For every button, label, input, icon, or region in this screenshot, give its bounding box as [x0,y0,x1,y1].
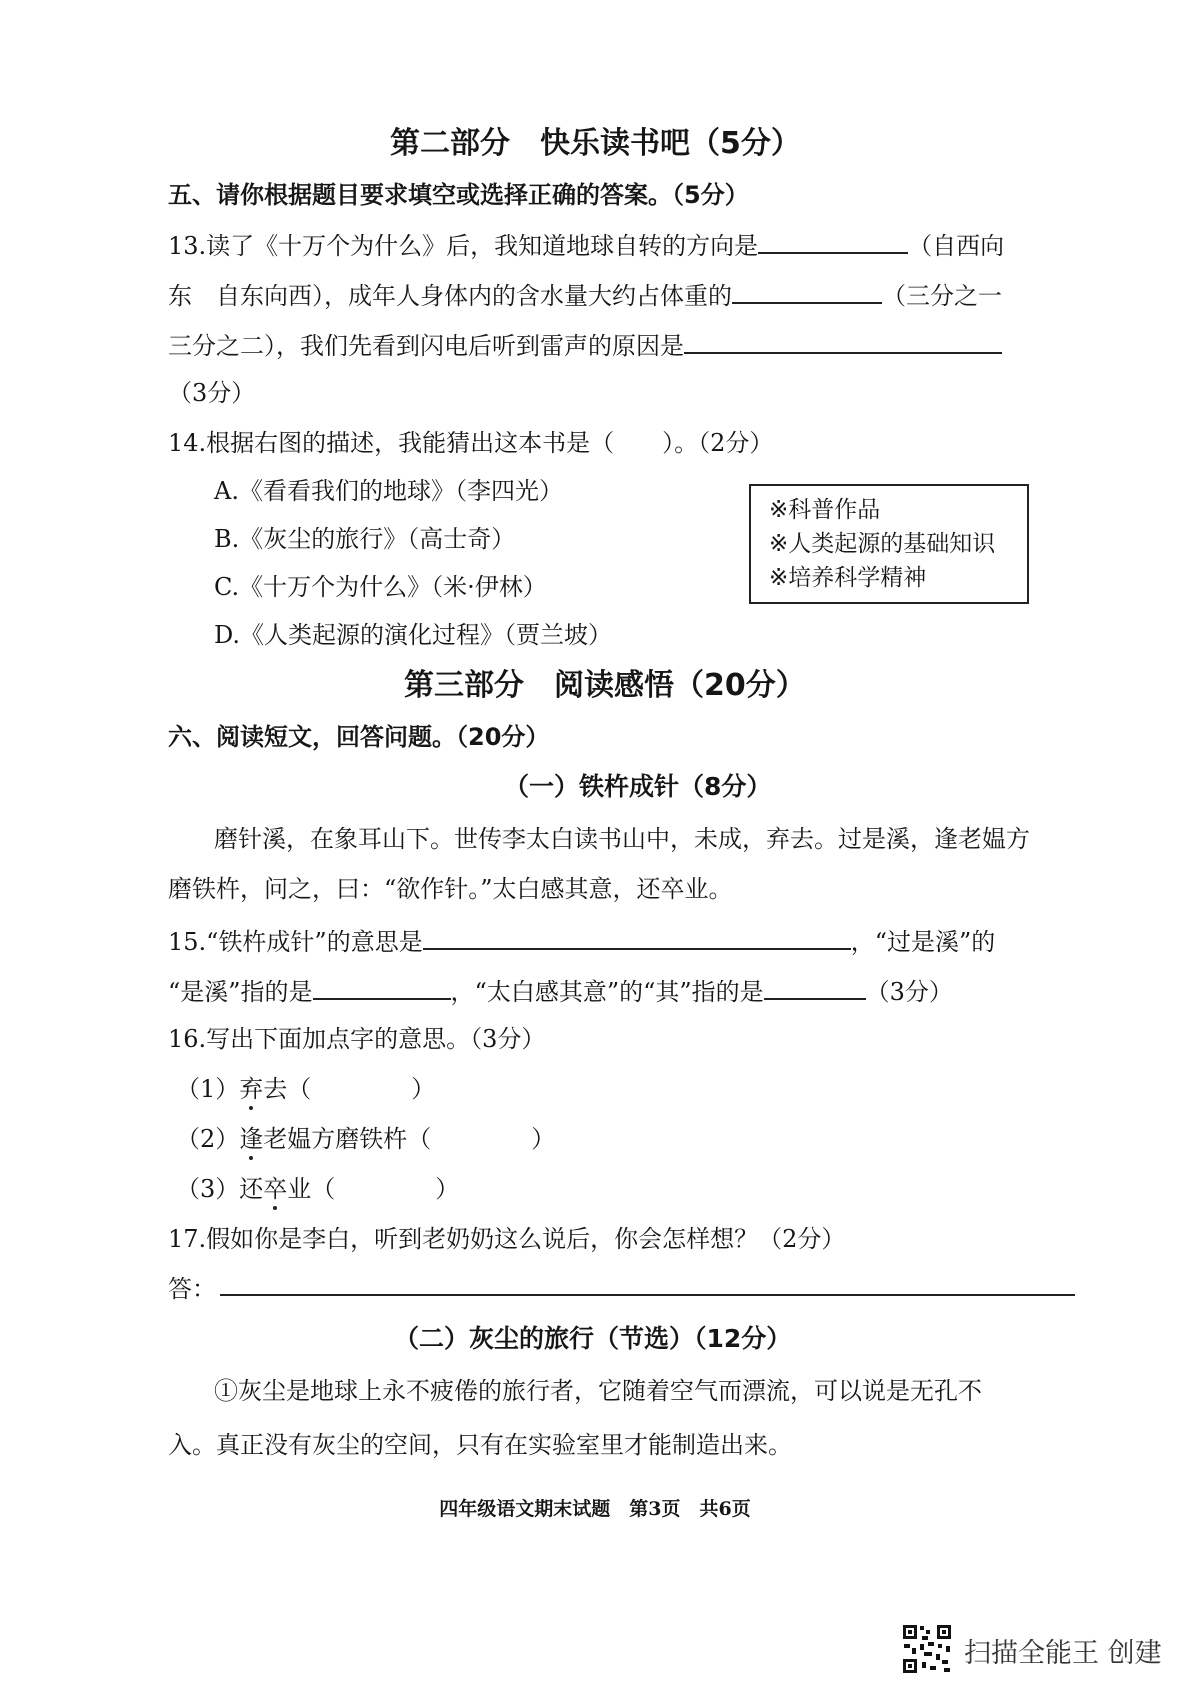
passage2-title: （二）灰尘的旅行（节选）（12分） [394,1324,792,1353]
q13-tail1: （自西向 [908,232,1005,260]
q15-blank3[interactable] [764,972,866,1000]
q16-item1-rest: 去（ [263,1075,312,1103]
q16-stem: 16.写出下面加点字的意思。（3分） [168,1025,546,1053]
q16-item-3 [176,1172,459,1206]
q13-line2 [168,276,1002,313]
q14-option-d[interactable]: D.《人类起源的演化过程》（贾兰坡） [214,621,613,649]
box-line-3: ※培养科学精神 [769,565,927,591]
q16-item3-dotted-char: 卒 [263,1175,288,1203]
q15-text4: ，“太白感其意”的“其”指的是 [450,978,764,1006]
passage1-title: （一）铁杵成针（8分） [504,772,772,801]
q16-item3-prefix: （3）还 [176,1175,264,1203]
q13-text1: 13.读了《十万个为什么》后，我知道地球自转的方向是 [168,232,759,260]
q13-text2: 东 自东向西），成年人身体内的含水量大约占体重的 [168,282,732,310]
q16-item-1 [176,1072,435,1106]
scanner-watermark: 扫描全能王 创建 [964,1638,1162,1669]
q16-item3-rest: 业（ [287,1175,336,1203]
book-description-box [749,484,1029,604]
q16-item2-dotted-char: 逢 [239,1125,264,1153]
q14-option-b[interactable]: B.《灰尘的旅行》（高士奇） [214,525,516,553]
q15-score: （3分） [865,978,953,1006]
q13-line3 [168,326,1002,363]
passage1-line1: 磨针溪，在象耳山下。世传李太白读书山中，未成，弃去。过是溪，逢老媪方 [214,825,1030,853]
q16-item-2 [176,1122,555,1156]
box-line-2: ※人类起源的基础知识 [769,531,996,557]
q15-line2 [168,972,953,1009]
page-footer: 四年级语文期末试题 第3页 共6页 [439,1498,751,1520]
part2-title: 第二部分 快乐读书吧（5分） [390,126,801,161]
q17-answer-line[interactable] [220,1294,1075,1296]
q15-text2: ，“过是溪”的 [850,928,996,956]
q17-answer-label: 答： [168,1275,216,1303]
q15-blank2[interactable] [313,972,451,1000]
q15-text3: “是溪”指的是 [168,978,313,1006]
q16-item1-close: ） [411,1075,436,1103]
box-line-1: ※科普作品 [769,497,881,523]
passage2-line2: 入。真正没有灰尘的空间，只有在实验室里才能制造出来。 [168,1431,792,1459]
qr-code-icon [902,1624,952,1674]
q16-item2-close: ） [531,1125,556,1153]
q14-option-c[interactable]: C.《十万个为什么》（米·伊林） [214,573,547,601]
passage1-line2: 磨铁杵，问之，曰：“欲作针。”太白感其意，还卒业。 [168,875,733,903]
q15-line1 [168,922,995,959]
passage2-line1: ①灰尘是地球上永不疲倦的旅行者，它随着空气而漂流，可以说是无孔不 [214,1377,982,1405]
q16-item1-prefix: （1） [176,1075,240,1103]
q15-blank1[interactable] [423,922,851,950]
q16-item2-rest: 老媪方磨铁杵（ [263,1125,432,1153]
q13-blank2[interactable] [732,276,882,304]
q17-stem: 17.假如你是李白，听到老奶奶这么说后，你会怎样想？（2分） [168,1225,846,1253]
section5-heading: 五、请你根据题目要求填空或选择正确的答案。（5分） [168,181,749,209]
q15-text1: 15.“铁杵成针”的意思是 [168,928,423,956]
q13-blank1[interactable] [758,226,908,254]
q13-blank3[interactable] [684,326,1002,354]
q13-line1 [168,226,1004,263]
q16-item1-dotted-char: 弃 [239,1075,264,1103]
q14-stem: 14.根据右图的描述，我能猜出这本书是（ ）。（2分） [168,429,774,457]
q13-score: （3分） [168,379,256,407]
q13-text3: 三分之二），我们先看到闪电后听到雷声的原因是 [168,332,684,360]
q16-item2-prefix: （2） [176,1125,240,1153]
section6-heading: 六、阅读短文，回答问题。（20分） [168,723,550,751]
part3-title: 第三部分 阅读感悟（20分） [404,668,806,703]
q13-tail2: （三分之一 [882,282,1002,310]
q14-option-a[interactable]: A.《看看我们的地球》（李四光） [214,477,563,505]
q16-item3-close: ） [435,1175,460,1203]
